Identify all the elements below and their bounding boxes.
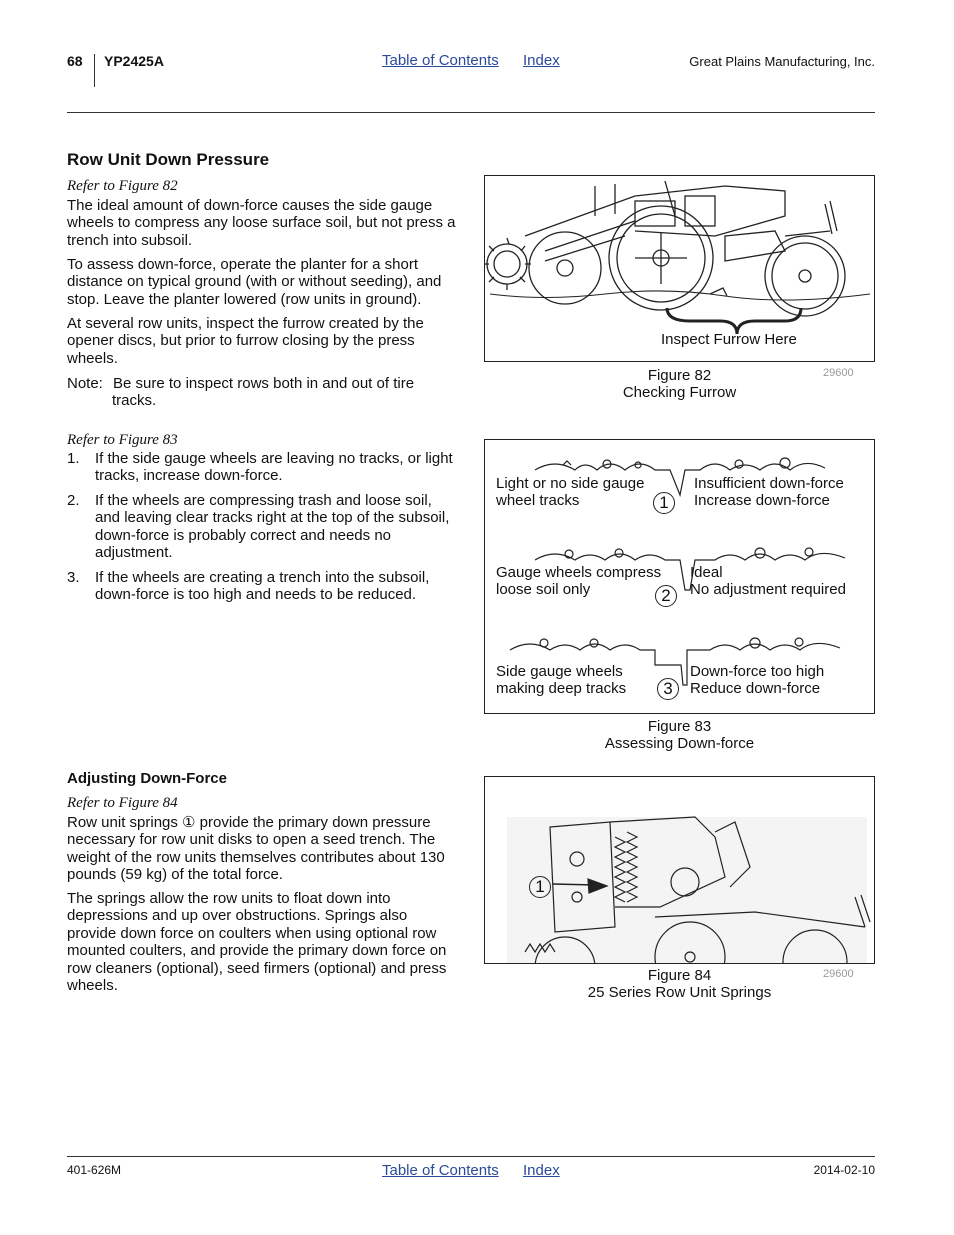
- figure-83-frame: [484, 439, 875, 714]
- toc-link[interactable]: Table of Contents: [382, 1162, 499, 1179]
- marker-2: 2: [655, 585, 677, 607]
- condition-text: loose soil only: [496, 581, 591, 598]
- caption-number: Figure 83: [647, 718, 712, 735]
- model-number: YP2425A: [104, 53, 164, 69]
- paragraph: Row unit springs ① provide the primary down pressure necessary for row unit disks to open a seed trench. The weight of the row units themselves contributes about 130 pounds (59 kg) of the total force.: [67, 814, 445, 884]
- figure-caption: [484, 367, 875, 401]
- art-number: 29600: [823, 367, 854, 379]
- action-text: Increase down-force: [694, 492, 830, 509]
- paragraph: At several row units, inspect the furrow created by the opener discs, but prior to furrow closing by the press wheels.: [67, 315, 424, 367]
- figure-caption: [484, 967, 875, 1001]
- paragraph: To assess down-force, operate the planter for a short distance on typical ground (with or without seeding), and stop. Leave the planter lowered (row units in ground).: [67, 256, 442, 308]
- footer-rule: [67, 1156, 875, 1157]
- caption-title: Checking Furrow: [622, 384, 737, 401]
- action-text: Ideal: [690, 564, 723, 581]
- marker-1: 1: [529, 876, 551, 898]
- section-title: Row Unit Down Pressure: [67, 150, 270, 169]
- note-text: Be sure to inspect rows both in and out of tire: [113, 375, 415, 392]
- condition-text: making deep tracks: [496, 680, 627, 697]
- note-text: tracks.: [112, 392, 157, 410]
- action-text: Down-force too high: [690, 663, 825, 680]
- caption-number: Figure 82: [647, 367, 712, 384]
- condition-label: [496, 475, 644, 509]
- action-text: No adjustment required: [690, 581, 846, 598]
- action-label: [690, 663, 824, 697]
- header-divider: [94, 54, 95, 87]
- condition-text: Side gauge wheels: [496, 663, 623, 680]
- paragraph: The springs allow the row units to float down into depressions and up over obstructions. Springs also provide down force on coulters when using optional row mounted coulters, and provide the primary down force on row cleaners (optional), seed firmers (optional) and press wheels.: [67, 890, 447, 995]
- figure-callout: Inspect Furrow Here: [661, 331, 797, 348]
- list-item: If the side gauge wheels are leaving no tracks, or light tracks, increase down-force.: [95, 450, 453, 485]
- marker-1: 1: [653, 492, 675, 514]
- list-item-number: 1.: [67, 450, 80, 467]
- company-name: Great Plains Manufacturing, Inc.: [689, 54, 875, 69]
- action-text: Insufficient down-force: [694, 475, 844, 492]
- revision-date: 2014-02-10: [813, 1163, 875, 1177]
- figure-82-frame: [484, 175, 875, 362]
- condition-label: [496, 663, 626, 697]
- caption-title: 25 Series Row Unit Springs: [587, 984, 772, 1001]
- figure-reference: Refer to Figure 82: [67, 178, 178, 194]
- marker-3: 3: [657, 678, 679, 700]
- paragraph: The ideal amount of down-force causes the side gauge wheels to compress any loose surface soil, but not press a trench into subsoil.: [67, 197, 456, 249]
- condition-text: Light or no side gauge: [496, 475, 645, 492]
- figure-reference: Refer to Figure 83: [67, 432, 178, 448]
- header-rule: [67, 112, 875, 113]
- caption-number: Figure 84: [647, 967, 712, 984]
- list-item: If the wheels are creating a trench into the subsoil, down-force is too high and needs to be reduced.: [95, 569, 430, 604]
- row-unit-springs-illustration: [485, 777, 874, 963]
- condition-label: [496, 564, 661, 598]
- figure-reference: Refer to Figure 84: [67, 795, 178, 811]
- figure-caption: [484, 718, 875, 752]
- subsection-title: Adjusting Down-Force: [67, 770, 227, 787]
- document-number: 401-626M: [67, 1163, 122, 1177]
- note-label: Note:: [67, 375, 103, 392]
- toc-link[interactable]: Table of Contents: [382, 52, 499, 69]
- action-label: [690, 564, 846, 598]
- caption-title: Assessing Down-force: [604, 735, 755, 752]
- index-link[interactable]: Index: [523, 1162, 560, 1179]
- art-number: 29600: [823, 968, 854, 980]
- list-item-number: 2.: [67, 492, 80, 509]
- list-item: If the wheels are compressing trash and loose soil, and leaving clear tracks right at the top of the subsoil, down-force is probably correct and needs no adjustment.: [95, 492, 450, 562]
- note: [67, 375, 414, 410]
- action-text: Reduce down-force: [690, 680, 821, 697]
- list-item-number: 3.: [67, 569, 80, 586]
- page-number: 68: [67, 53, 83, 69]
- index-link[interactable]: Index: [523, 52, 560, 69]
- condition-text: Gauge wheels compress: [496, 564, 662, 581]
- action-label: [694, 475, 844, 509]
- figure-84-frame: [484, 776, 875, 964]
- condition-text: wheel tracks: [496, 492, 580, 509]
